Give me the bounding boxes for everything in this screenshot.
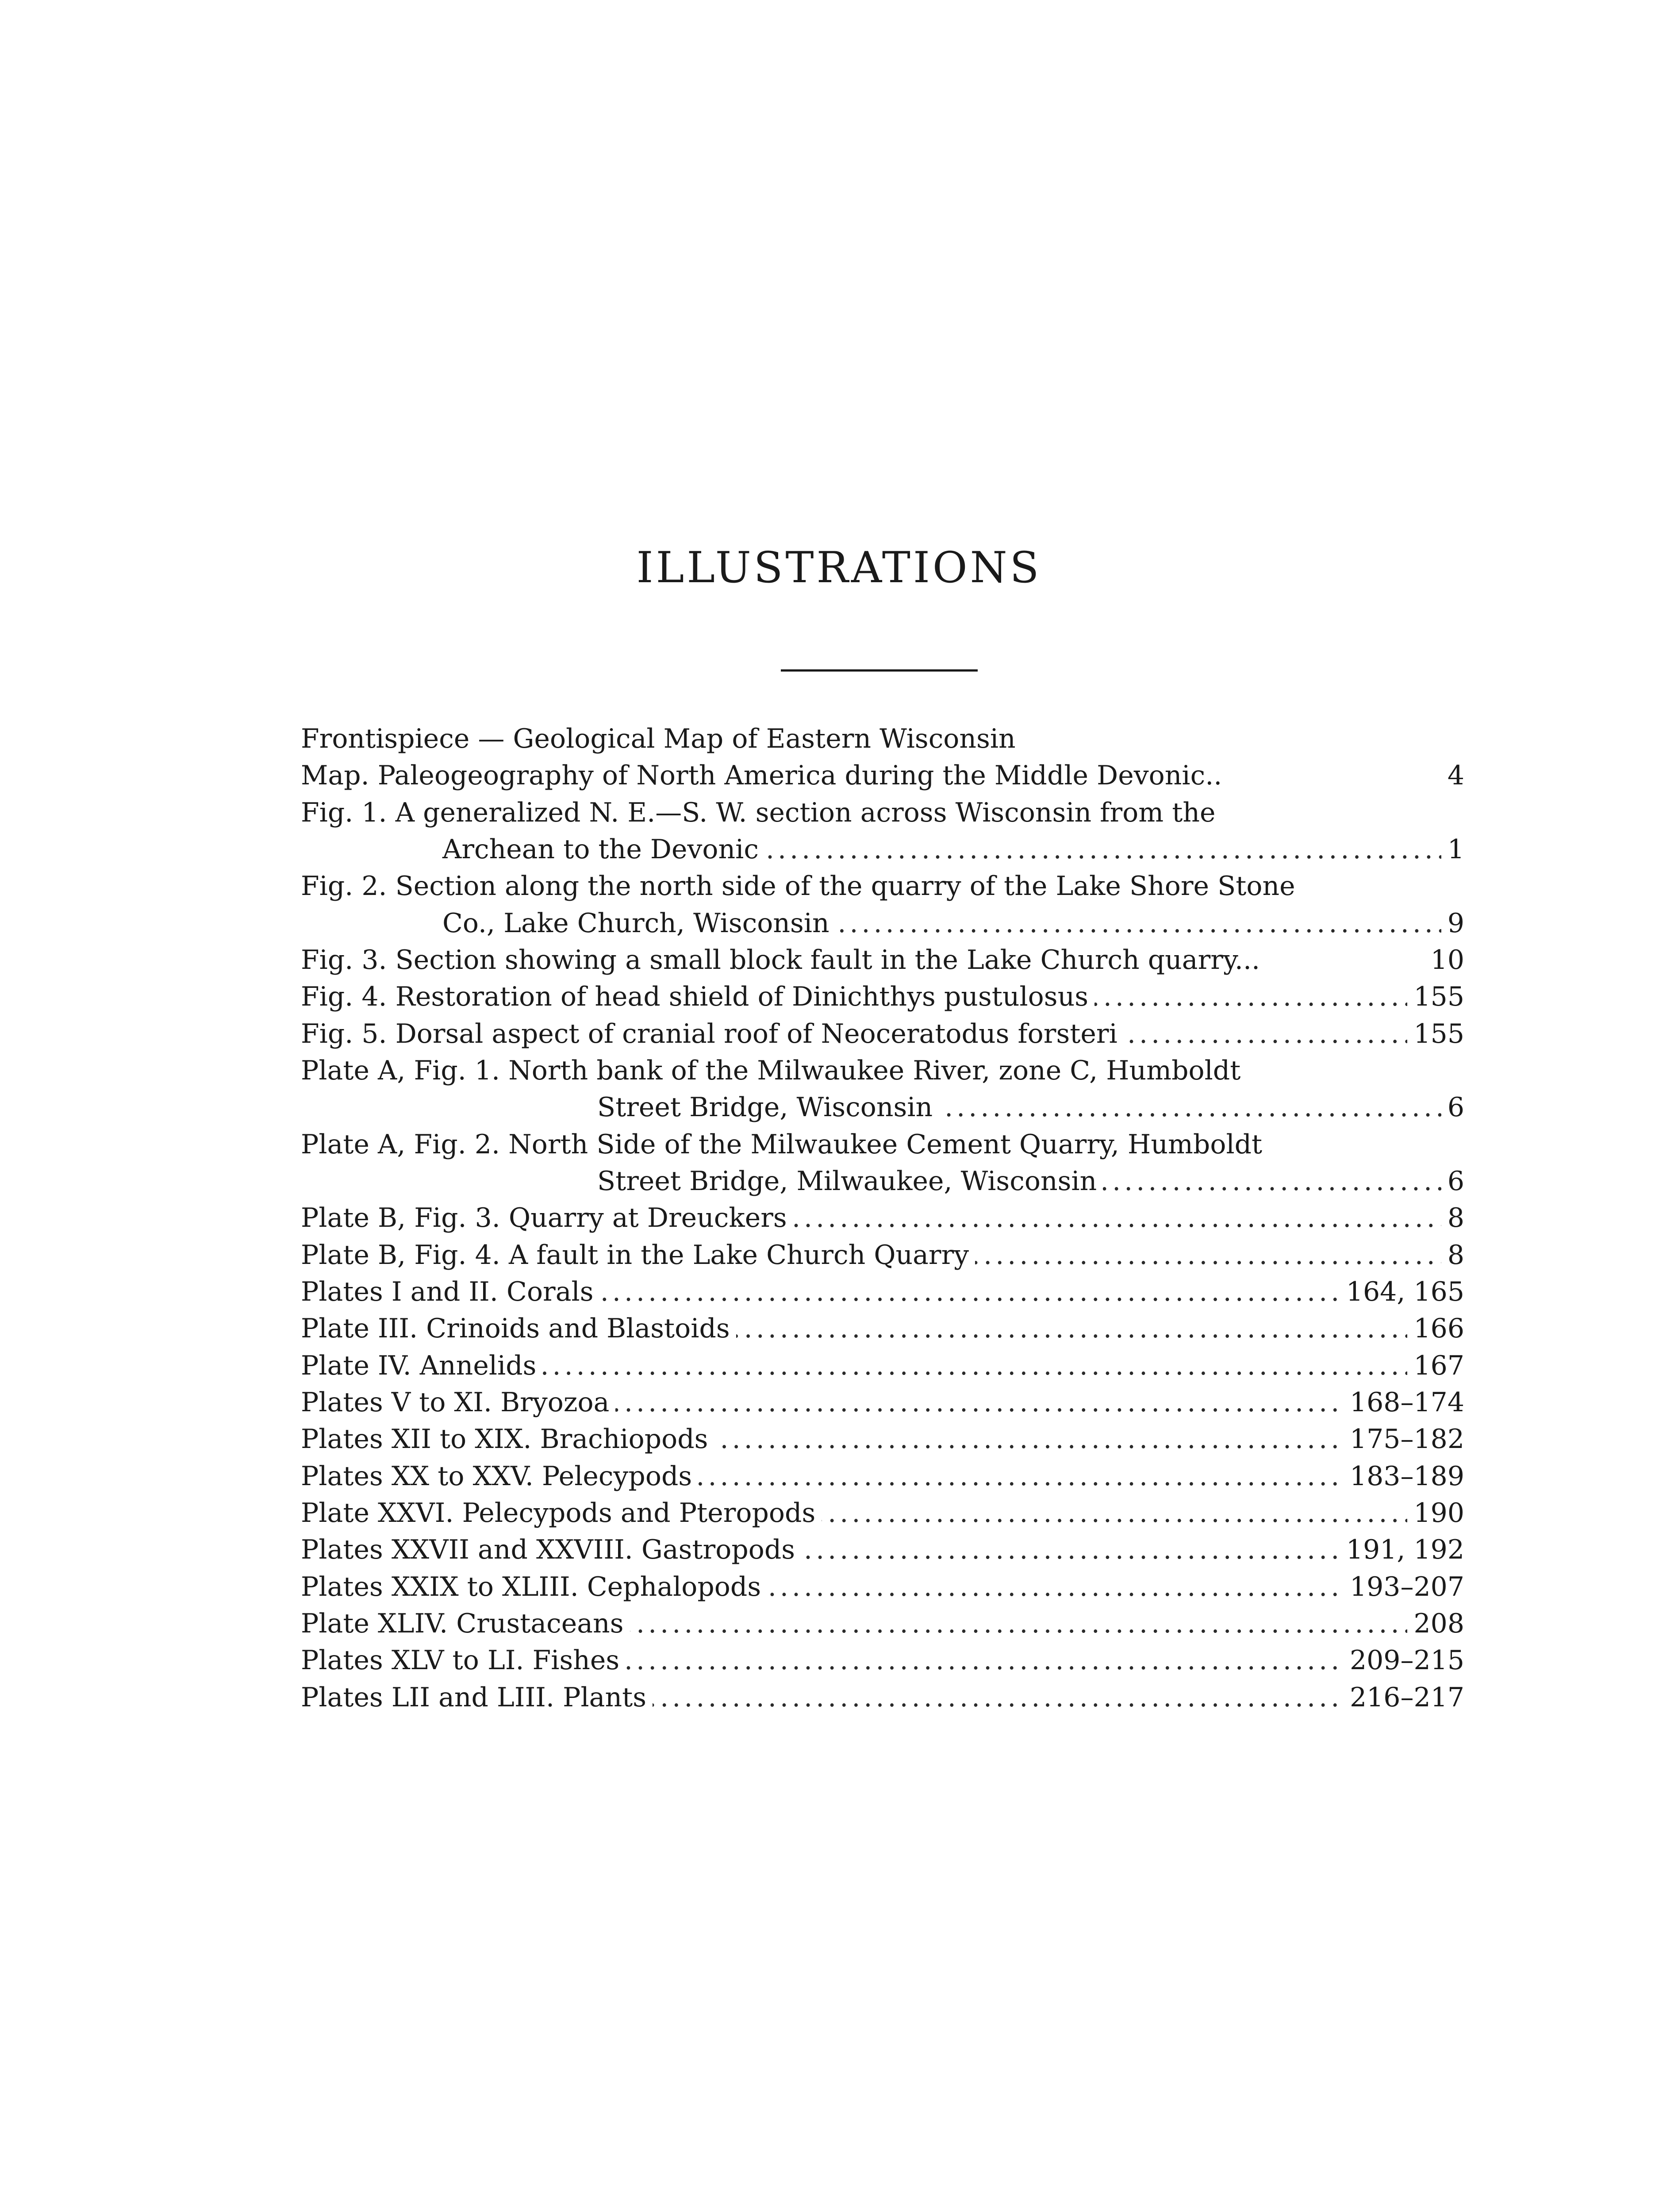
- entry-page: 216–217: [1344, 1680, 1464, 1715]
- list-item: [442, 906, 1464, 941]
- entry-page: 8: [1441, 1237, 1464, 1273]
- page-title: ILLUSTRATIONS: [636, 543, 1042, 592]
- entry-text: Plate III. Crinoids and Blastoids: [301, 1311, 736, 1346]
- entry-page: 155: [1407, 1016, 1464, 1052]
- entry-page: 166: [1407, 1311, 1464, 1346]
- list-item: [301, 1569, 1464, 1605]
- entry-text: Plates XXVII and XXVIII. Gastropods: [301, 1532, 801, 1567]
- entry-text: Co., Lake Church, Wisconsin: [442, 906, 836, 941]
- list-item: [301, 942, 1464, 978]
- entry-text: Plates XII to XIX. Brachiopods: [301, 1421, 714, 1457]
- list-item: [301, 1385, 1464, 1420]
- entry-page: 167: [1407, 1348, 1464, 1383]
- list-item: [301, 721, 1464, 757]
- entry-text: Plates I and II. Corals: [301, 1274, 600, 1310]
- entry-text: Fig. 1. A generalized N. E.—S. W. section across Wisconsin from the: [301, 795, 1221, 830]
- list-item: [301, 1348, 1464, 1383]
- entry-text: Plates V to XI. Bryozoa: [301, 1385, 615, 1420]
- entry-text: Fig. 2. Section along the north side of the quarry of the Lake Shore Stone: [301, 868, 1302, 904]
- entry-page: 4: [1441, 758, 1464, 793]
- list-item: [301, 979, 1464, 1014]
- list-item: [301, 1459, 1464, 1494]
- list-item: [301, 1200, 1464, 1236]
- entry-text: Plate B, Fig. 4. A fault in the Lake Church Quarry: [301, 1237, 975, 1273]
- entry-text: Fig. 4. Restoration of head shield of Dinichthys pustulosus: [301, 979, 1094, 1014]
- entry-page: 168–174: [1344, 1385, 1464, 1420]
- entry-page: 8: [1441, 1200, 1464, 1236]
- list-item: [301, 1274, 1464, 1310]
- entry-text: Plates XLV to LI. Fishes: [301, 1643, 626, 1678]
- list-item: [301, 758, 1464, 793]
- entry-text: Street Bridge, Wisconsin: [597, 1090, 939, 1125]
- entry-text: Plates XXIX to XLIII. Cephalopods: [301, 1569, 767, 1605]
- entry-text: Plate A, Fig. 1. North bank of the Milwaukee River, zone C, Humboldt: [301, 1053, 1247, 1088]
- entry-page: 164, 165: [1340, 1274, 1464, 1310]
- list-item: [301, 868, 1464, 904]
- entry-text: Plates LII and LIII. Plants: [301, 1680, 653, 1715]
- entry-text: Plates XX to XXV. Pelecypods: [301, 1459, 698, 1494]
- entry-page: 209–215: [1344, 1643, 1464, 1678]
- entry-page: 6: [1441, 1164, 1464, 1199]
- entry-page: 9: [1441, 906, 1464, 941]
- list-item: [442, 832, 1464, 867]
- entry-text: Plate B, Fig. 3. Quarry at Dreuckers: [301, 1200, 793, 1236]
- list-item: [301, 1053, 1464, 1088]
- entry-page: 175–182: [1344, 1421, 1464, 1457]
- entry-text: Map. Paleogeography of North America during the Middle Devonic..: [301, 758, 1228, 793]
- entry-text: Frontispiece — Geological Map of Eastern Wisconsin: [301, 721, 1022, 757]
- list-item: [301, 1016, 1464, 1052]
- list-item: [301, 795, 1464, 830]
- entry-text: Plate XLIV. Crustaceans: [301, 1606, 630, 1641]
- entry-page: 193–207: [1344, 1569, 1464, 1605]
- entry-page: 183–189: [1344, 1459, 1464, 1494]
- entry-text: Plate XXVI. Pelecypods and Pteropods: [301, 1495, 822, 1531]
- list-item: [301, 1532, 1464, 1567]
- list-item: [301, 1237, 1464, 1273]
- list-item: [301, 1643, 1464, 1678]
- list-item: [301, 1606, 1464, 1641]
- entry-page: 10: [1425, 942, 1464, 978]
- list-item: [301, 1680, 1464, 1715]
- list-item: [301, 1495, 1464, 1531]
- entry-text: Fig. 5. Dorsal aspect of cranial roof of Neoceratodus forsteri: [301, 1016, 1124, 1052]
- list-item: [301, 1421, 1464, 1457]
- entry-text: Plate IV. Annelids: [301, 1348, 542, 1383]
- entry-page: 190: [1407, 1495, 1464, 1531]
- entry-text: Street Bridge, Milwaukee, Wisconsin: [597, 1164, 1103, 1199]
- entry-page: 191, 192: [1340, 1532, 1464, 1567]
- entry-page: 1: [1441, 832, 1464, 867]
- entry-page: 155: [1407, 979, 1464, 1014]
- entry-page: 6: [1441, 1090, 1464, 1125]
- entry-text: Archean to the Devonic: [442, 832, 765, 867]
- list-item: [597, 1164, 1464, 1199]
- list-item: [301, 1311, 1464, 1346]
- entry-page: 208: [1407, 1606, 1464, 1641]
- list-item: [597, 1090, 1464, 1125]
- entry-text: Plate A, Fig. 2. North Side of the Milwaukee Cement Quarry, Humboldt: [301, 1127, 1268, 1162]
- entry-text: Fig. 3. Section showing a small block fault in the Lake Church quarry...: [301, 942, 1266, 978]
- list-item: [301, 1127, 1464, 1162]
